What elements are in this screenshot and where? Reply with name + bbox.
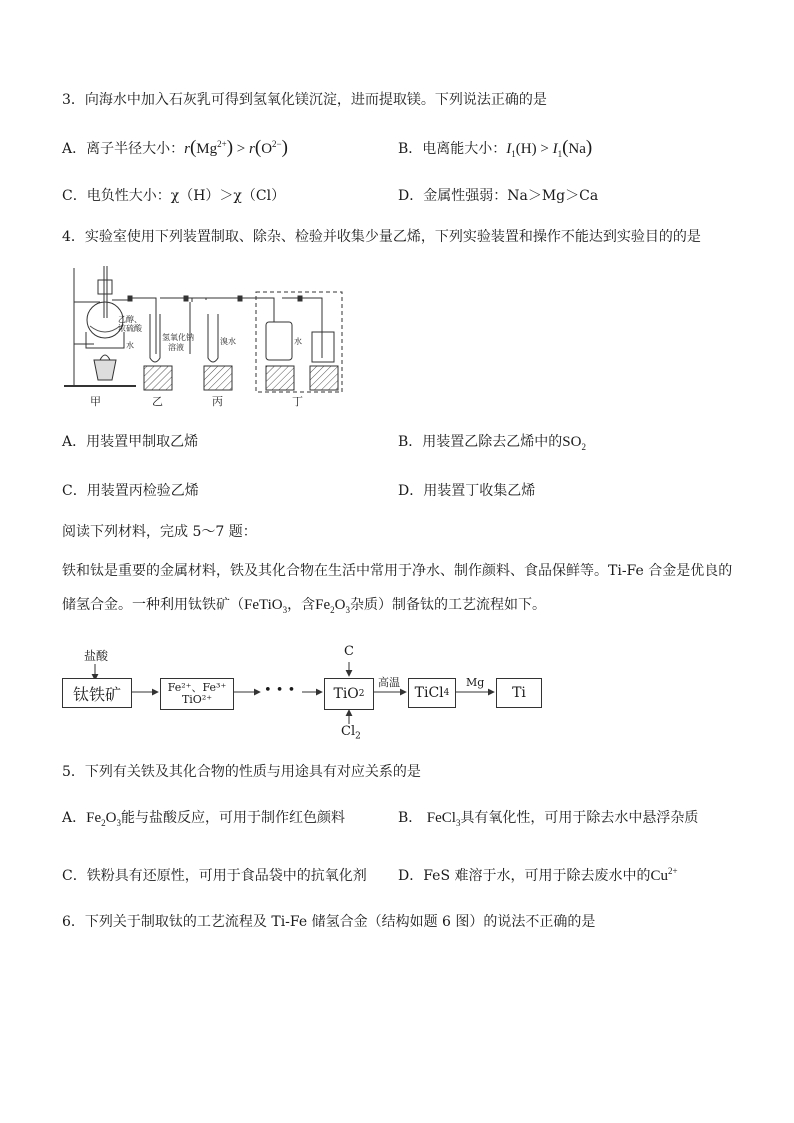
q3-option-a-label: A．离子半径大小： xyxy=(62,141,185,157)
q6-stem: 6．下列关于制取钛的工艺流程及 Ti-Fe 储氢合金（结构如题 6 图）的说法不正确的是 xyxy=(62,914,596,930)
reading-para2-b: ，含 xyxy=(287,597,316,613)
formula-fecl3: FeCl$_3$ xyxy=(426,810,461,828)
fig-label-naoh1: 氢氧化钠 xyxy=(162,333,194,342)
titanium-process-flow xyxy=(62,644,552,744)
flow-reagent-cl2 xyxy=(341,724,361,742)
q5-option-c: C．铁粉具有还原性，可用于食品袋中的抗氧化剂 xyxy=(62,868,367,884)
q3-option-b xyxy=(398,138,592,159)
q3-option-d: D．金属性强弱：Na＞Mg＞Ca xyxy=(398,188,599,204)
q5-option-b: B． FeCl$_3$具有氧化性，可用于除去水中悬浮杂质 xyxy=(398,810,699,828)
flow-ions-line2: TiO²⁺ xyxy=(181,693,213,706)
q4-stem: 4．实验室使用下列装置制取、除杂、检验并收集少量乙烯，下列实验装置和操作不能达到实验目的的是 xyxy=(62,229,701,245)
q4-option-b xyxy=(398,432,586,452)
fig-label-jia: 甲 xyxy=(90,395,101,408)
reading-para2-c: 杂质）制备钛的工艺流程如下。 xyxy=(349,597,546,613)
reading-para2-a: 储氢合金。一种利用钛铁矿（ xyxy=(62,597,244,613)
q5-stem: 5．下列有关铁及其化合物的性质与用途具有对应关系的是 xyxy=(62,764,421,780)
q5-option-d-text: D．FeS 难溶于水，可用于除去废水中的 xyxy=(398,868,651,884)
q5-option-d xyxy=(398,866,678,886)
fig-label-naoh2: 溶液 xyxy=(168,343,184,352)
fig-label-water2: 水 xyxy=(294,337,302,346)
flow-reagent-hcl: 盐酸 xyxy=(84,649,109,663)
flow-ellipsis: • • • xyxy=(264,683,296,698)
fig-label-water: 水 xyxy=(126,341,134,350)
fig-label-reagent1: 乙醇、 xyxy=(118,315,142,324)
formula-fetio3: FeTiO$_3$ xyxy=(244,597,288,615)
formula-fe2o3: $Fe_2O_3$ xyxy=(315,597,350,615)
q5-option-a: A．$Fe_2O_3$能与盐酸反应，可用于制作红色颜料 xyxy=(62,810,345,828)
flow-arrows xyxy=(62,644,552,744)
fig-label-yi: 乙 xyxy=(152,395,163,408)
flow-tio2-text: TiO xyxy=(333,686,359,702)
fig-label-reagent2: 浓硫酸 xyxy=(118,324,142,333)
formula-cu2plus: $Cu^{2+}$ xyxy=(650,866,678,884)
q3-option-a xyxy=(62,138,288,159)
q3-option-b-label: B．电离能大小： xyxy=(398,141,507,157)
flow-condition-high-temp: 高温 xyxy=(378,676,400,689)
q3-option-b-formula: $I_1(H) > I_1(Na)$ xyxy=(506,137,593,159)
flow-cl2-sub: 2 xyxy=(355,731,361,742)
flow-ticl4-text: TiCl xyxy=(414,685,444,701)
flow-box-ions xyxy=(160,678,234,710)
q4-option-a: A．用装置甲制取乙烯 xyxy=(62,434,199,450)
flow-box-ore: 钛铁矿 xyxy=(62,678,132,708)
q4-option-c: C．用装置丙检验乙烯 xyxy=(62,483,199,499)
fig-label-bromine: 溴水 xyxy=(220,337,236,346)
fig-label-ding: 丁 xyxy=(292,395,303,408)
q5-option-b-text: 具有氧化性，可用于除去水中悬浮杂质 xyxy=(460,810,699,826)
q3-stem: 3．向海水中加入石灰乳可得到氢氧化镁沉淀，进而提取镁。下列说法正确的是 xyxy=(62,92,547,108)
reading-para1: 铁和钛是重要的金属材料，铁及其化合物在生活中常用于净水、制作颜料、食品保鲜等。Ti-Fe 合金是优良的 xyxy=(62,563,733,579)
flow-ions-line1: Fe²⁺、Fe³⁺ xyxy=(167,681,227,694)
flow-reagent-mg: Mg xyxy=(466,676,485,689)
q4-option-b-text: B．用装置乙除去乙烯中的 xyxy=(398,434,563,450)
flow-reagent-c: C xyxy=(344,644,354,659)
flow-cl2-text: Cl xyxy=(341,724,356,739)
formula-fe2o3-q5: $Fe_2O_3$ xyxy=(86,810,121,828)
q5-option-a-text: 能与盐酸反应，可用于制作红色颜料 xyxy=(120,810,345,826)
reading-para2 xyxy=(62,595,546,615)
flow-box-ti: Ti xyxy=(496,678,542,708)
ethylene-apparatus-figure xyxy=(60,262,350,412)
q4-option-b-so2: $SO_2$ xyxy=(562,434,586,452)
flow-box-tio2: TiO 2 xyxy=(324,678,374,710)
reading-intro: 阅读下列材料，完成 5～7 题： xyxy=(62,524,257,540)
q4-option-d: D．用装置丁收集乙烯 xyxy=(398,483,536,499)
q3-option-a-formula: $r(Mg^{2+}) > r(O^{2-})$ xyxy=(184,137,288,158)
q3-option-c: C．电负性大小：χ（H）＞χ（Cl） xyxy=(62,188,286,204)
fig-label-bing: 丙 xyxy=(212,395,223,408)
flow-box-ticl4: TiCl 4 xyxy=(408,678,456,708)
